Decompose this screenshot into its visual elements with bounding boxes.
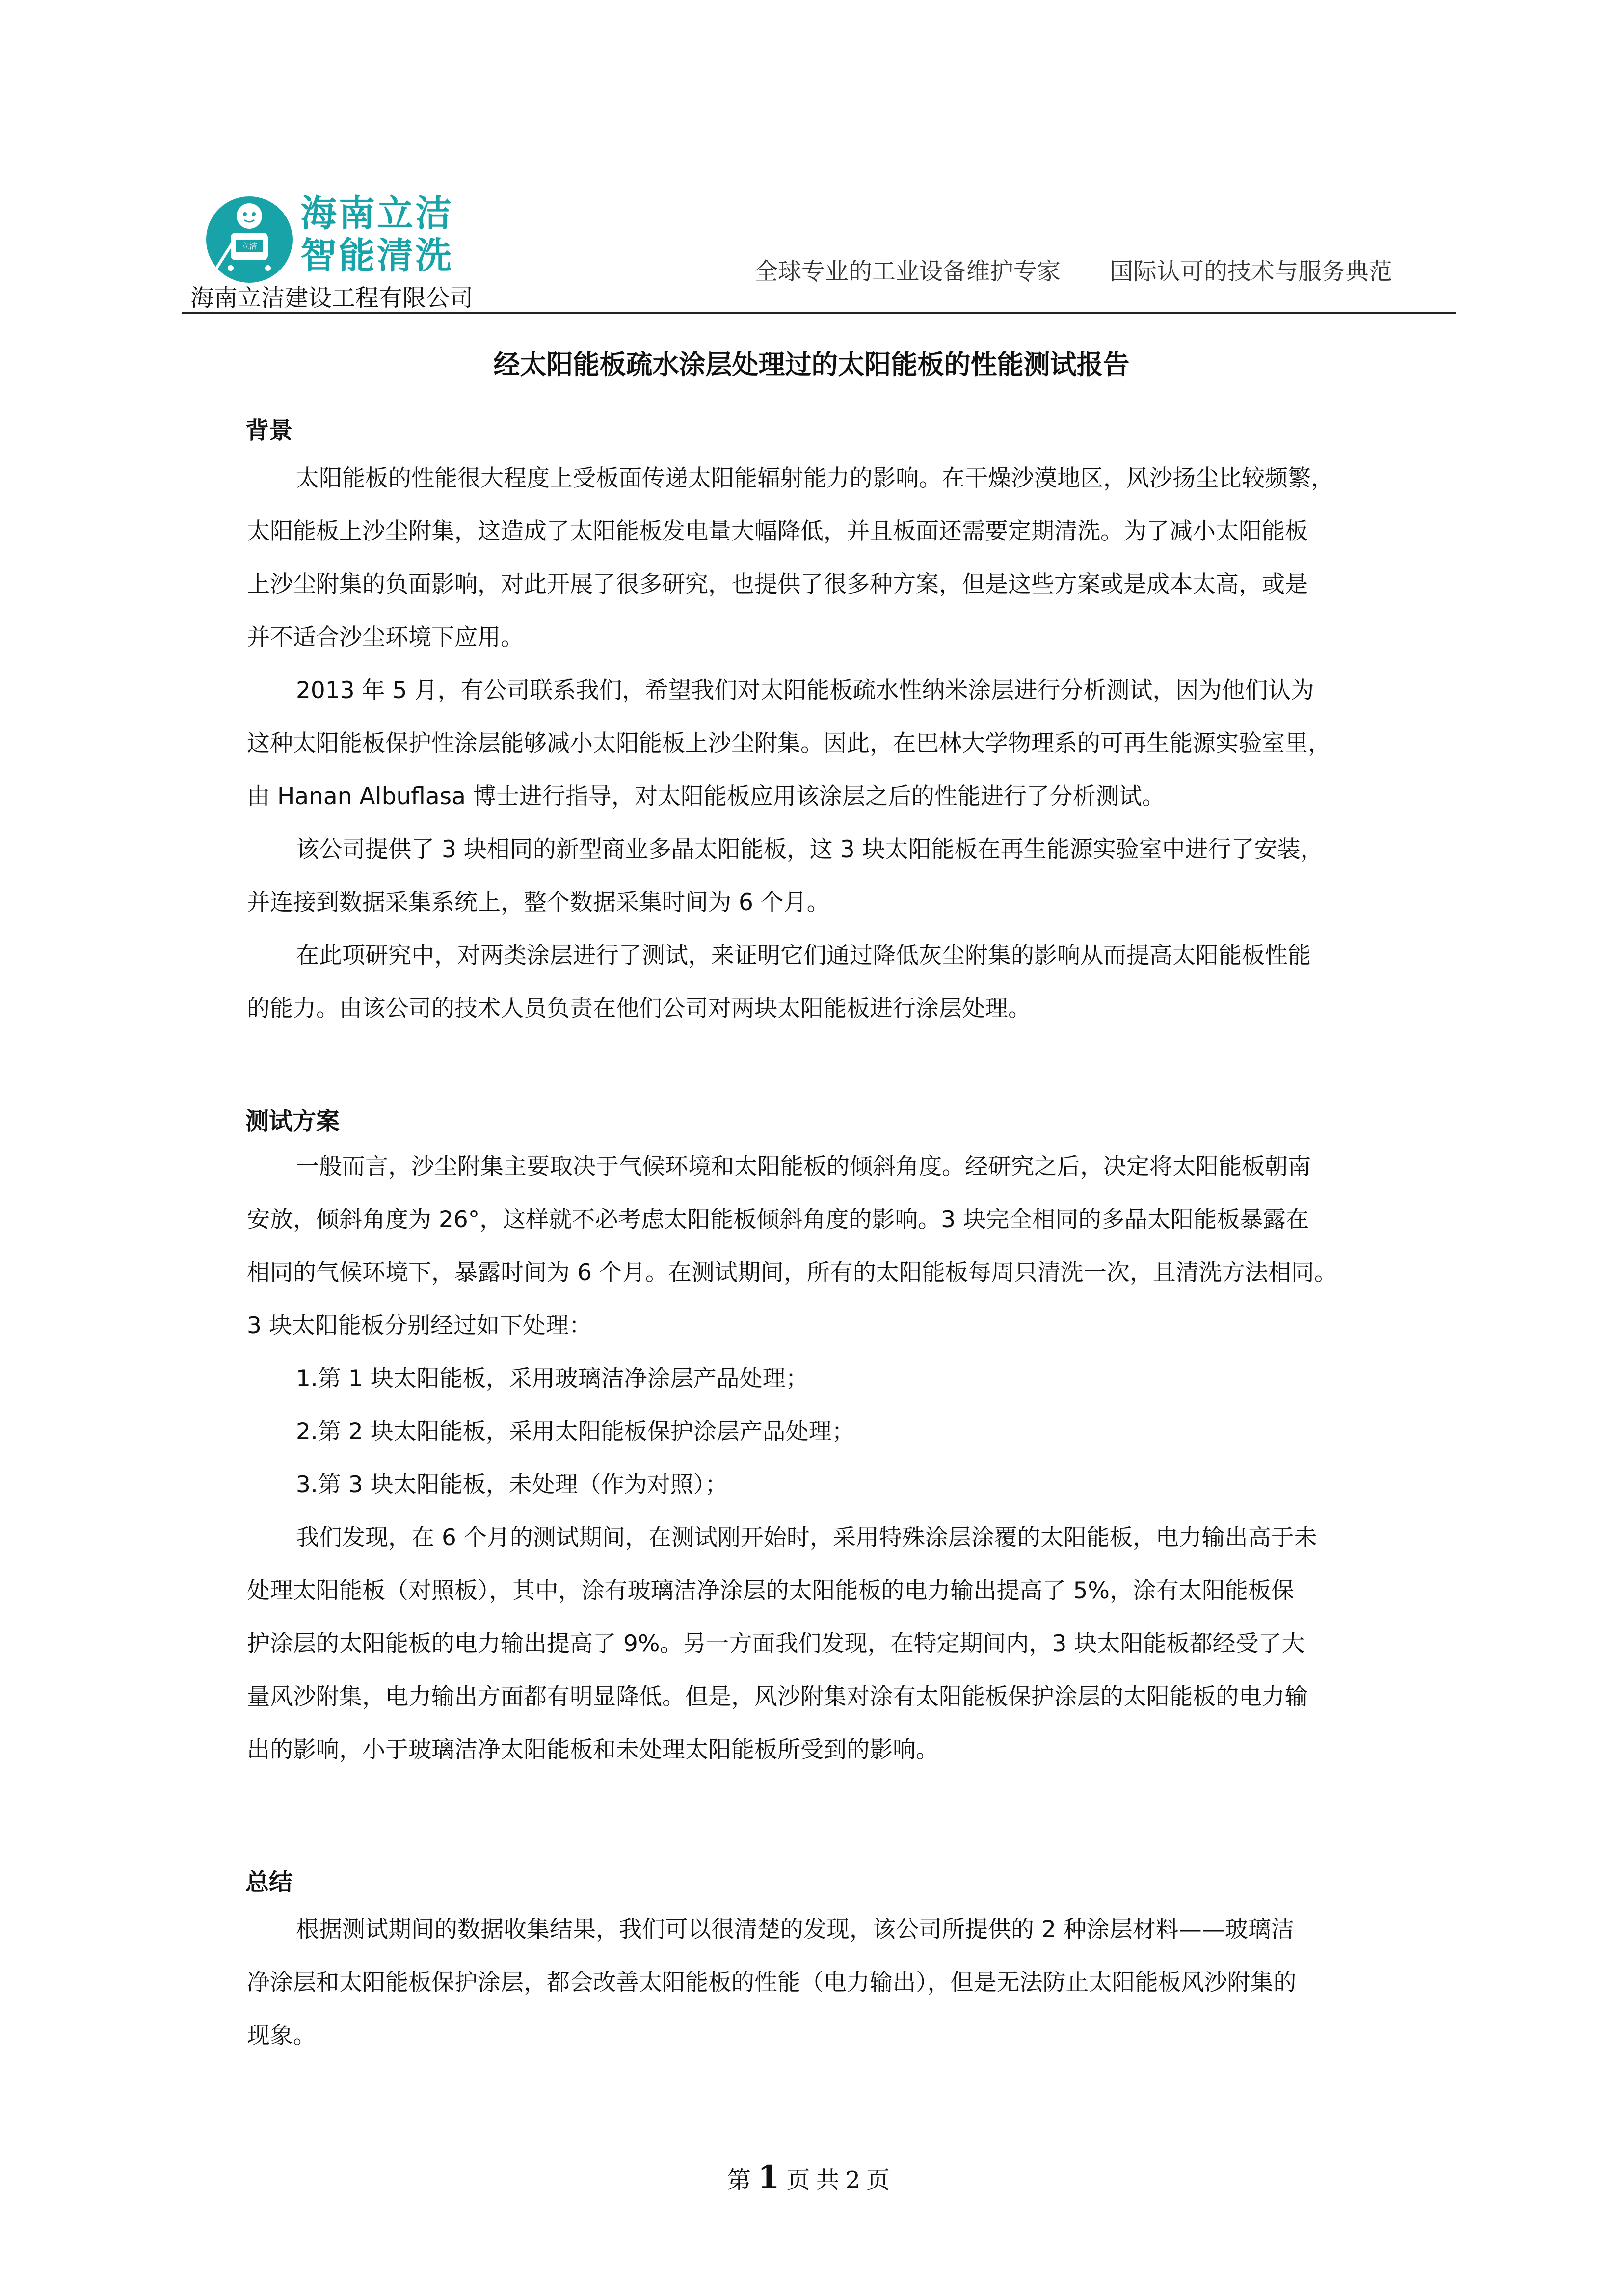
brand-name-line2: 智能清洗	[300, 235, 453, 277]
list-item: 2.第 2 块太阳能板，采用太阳能板保护涂层产品处理；	[296, 1418, 855, 1445]
page-total: 2	[845, 2166, 861, 2194]
company-logo-icon	[205, 186, 313, 294]
list-item: 1.第 1 块太阳能板，采用玻璃洁净涂层产品处理；	[296, 1365, 809, 1392]
paragraph-line: 根据测试期间的数据收集结果，我们可以很清楚的发现，该公司所提供的 2 种涂层材料——玻璃洁	[296, 1916, 1294, 1943]
paragraph-line: 处理太阳能板（对照板），其中，涂有玻璃洁净涂层的太阳能板的电力输出提高了 5%，涂有太阳能板保	[247, 1577, 1294, 1604]
page-number: 1	[757, 2159, 780, 2196]
paragraph-line: 并不适合沙尘环境下应用。	[247, 624, 524, 651]
logo-badge-text: 立洁	[241, 242, 258, 251]
section-heading-background: 背景	[245, 417, 293, 444]
page-footer	[0, 2159, 1623, 2196]
paragraph-line: 这种太阳能板保护性涂层能够减小太阳能板上沙尘附集。因此，在巴林大学物理系的可再生能源实验室里，	[247, 730, 1331, 757]
paragraph-line: 的能力。由该公司的技术人员负责在他们公司对两块太阳能板进行涂层处理。	[247, 995, 1031, 1022]
paragraph-line: 一般而言，沙尘附集主要取决于气候环境和太阳能板的倾斜角度。经研究之后，决定将太阳能板朝南	[296, 1153, 1311, 1180]
paragraph-line: 出的影响，小于玻璃洁净太阳能板和未处理太阳能板所受到的影响。	[247, 1736, 939, 1763]
slogan-left: 全球专业的工业设备维护专家	[754, 258, 1061, 285]
paragraph-line: 上沙尘附集的负面影响，对此开展了很多研究，也提供了很多种方案，但是这些方案或是成本太高，或是	[247, 571, 1308, 598]
paragraph-line: 我们发现，在 6 个月的测试期间，在测试刚开始时，采用特殊涂层涂覆的太阳能板，电力输出高于未	[296, 1524, 1317, 1551]
paragraph-line: 太阳能板上沙尘附集，这造成了太阳能板发电量大幅降低，并且板面还需要定期清洗。为了减小太阳能板	[247, 518, 1308, 545]
paragraph-line: 并连接到数据采集系统上，整个数据采集时间为 6 个月。	[247, 889, 830, 916]
paragraph-line: 安放，倾斜角度为 26°，这样就不必考虑太阳能板倾斜角度的影响。3 块完全相同的多晶太阳能板暴露在	[247, 1206, 1309, 1233]
paragraph-line: 由 Hanan Albuflasa 博士进行指导，对太阳能板应用该涂层之后的性能进行了分析测试。	[247, 783, 1165, 810]
slogan-right: 国际认可的技术与服务典范	[1110, 258, 1393, 285]
paragraph-line: 太阳能板的性能很大程度上受板面传递太阳能辐射能力的影响。在干燥沙漠地区，风沙扬尘比较频繁，	[296, 465, 1334, 492]
paragraph-line: 量风沙附集，电力输出方面都有明显降低。但是，风沙附集对涂有太阳能板保护涂层的太阳能板的电力输	[247, 1683, 1308, 1710]
brand-name-line1: 海南立洁	[300, 192, 453, 235]
paragraph-line: 净涂层和太阳能板保护涂层，都会改善太阳能板的性能（电力输出），但是无法防止太阳能板风沙附集的	[247, 1969, 1297, 1996]
footer-label-pages: 页	[866, 2166, 890, 2194]
paragraph-line: 现象。	[247, 2022, 316, 2049]
paragraph-line: 护涂层的太阳能板的电力输出提高了 9%。另一方面我们发现，在特定期间内，3 块太阳能板都经受了大	[247, 1630, 1305, 1657]
paragraph-line: 3 块太阳能板分别经过如下处理：	[247, 1312, 592, 1339]
company-name: 海南立洁建设工程有限公司	[190, 284, 474, 312]
footer-label-of: 页	[786, 2166, 810, 2194]
paragraph-line: 2013 年 5 月，有公司联系我们，希望我们对太阳能板疏水性纳米涂层进行分析测试，因为他们认为	[296, 677, 1314, 704]
section-heading-test-plan: 测试方案	[245, 1107, 340, 1135]
list-item: 3.第 3 块太阳能板，未处理（作为对照）；	[296, 1471, 728, 1498]
header-slogans	[754, 252, 1392, 286]
document-title: 经太阳能板疏水涂层处理过的太阳能板的性能测试报告	[493, 349, 1130, 380]
paragraph-line: 该公司提供了 3 块相同的新型商业多晶太阳能板，这 3 块太阳能板在再生能源实验室中进行了安装，	[296, 836, 1324, 863]
paragraph-line: 在此项研究中，对两类涂层进行了测试，来证明它们通过降低灰尘附集的影响从而提高太阳能板性能	[296, 942, 1311, 969]
header-divider	[182, 312, 1456, 314]
footer-label-total: 共	[816, 2166, 840, 2194]
footer-label-page: 第	[727, 2166, 751, 2194]
paragraph-line: 相同的气候环境下，暴露时间为 6 个月。在测试期间，所有的太阳能板每周只清洗一次，且清洗方法相同。	[247, 1259, 1337, 1286]
section-heading-summary: 总结	[245, 1868, 293, 1896]
